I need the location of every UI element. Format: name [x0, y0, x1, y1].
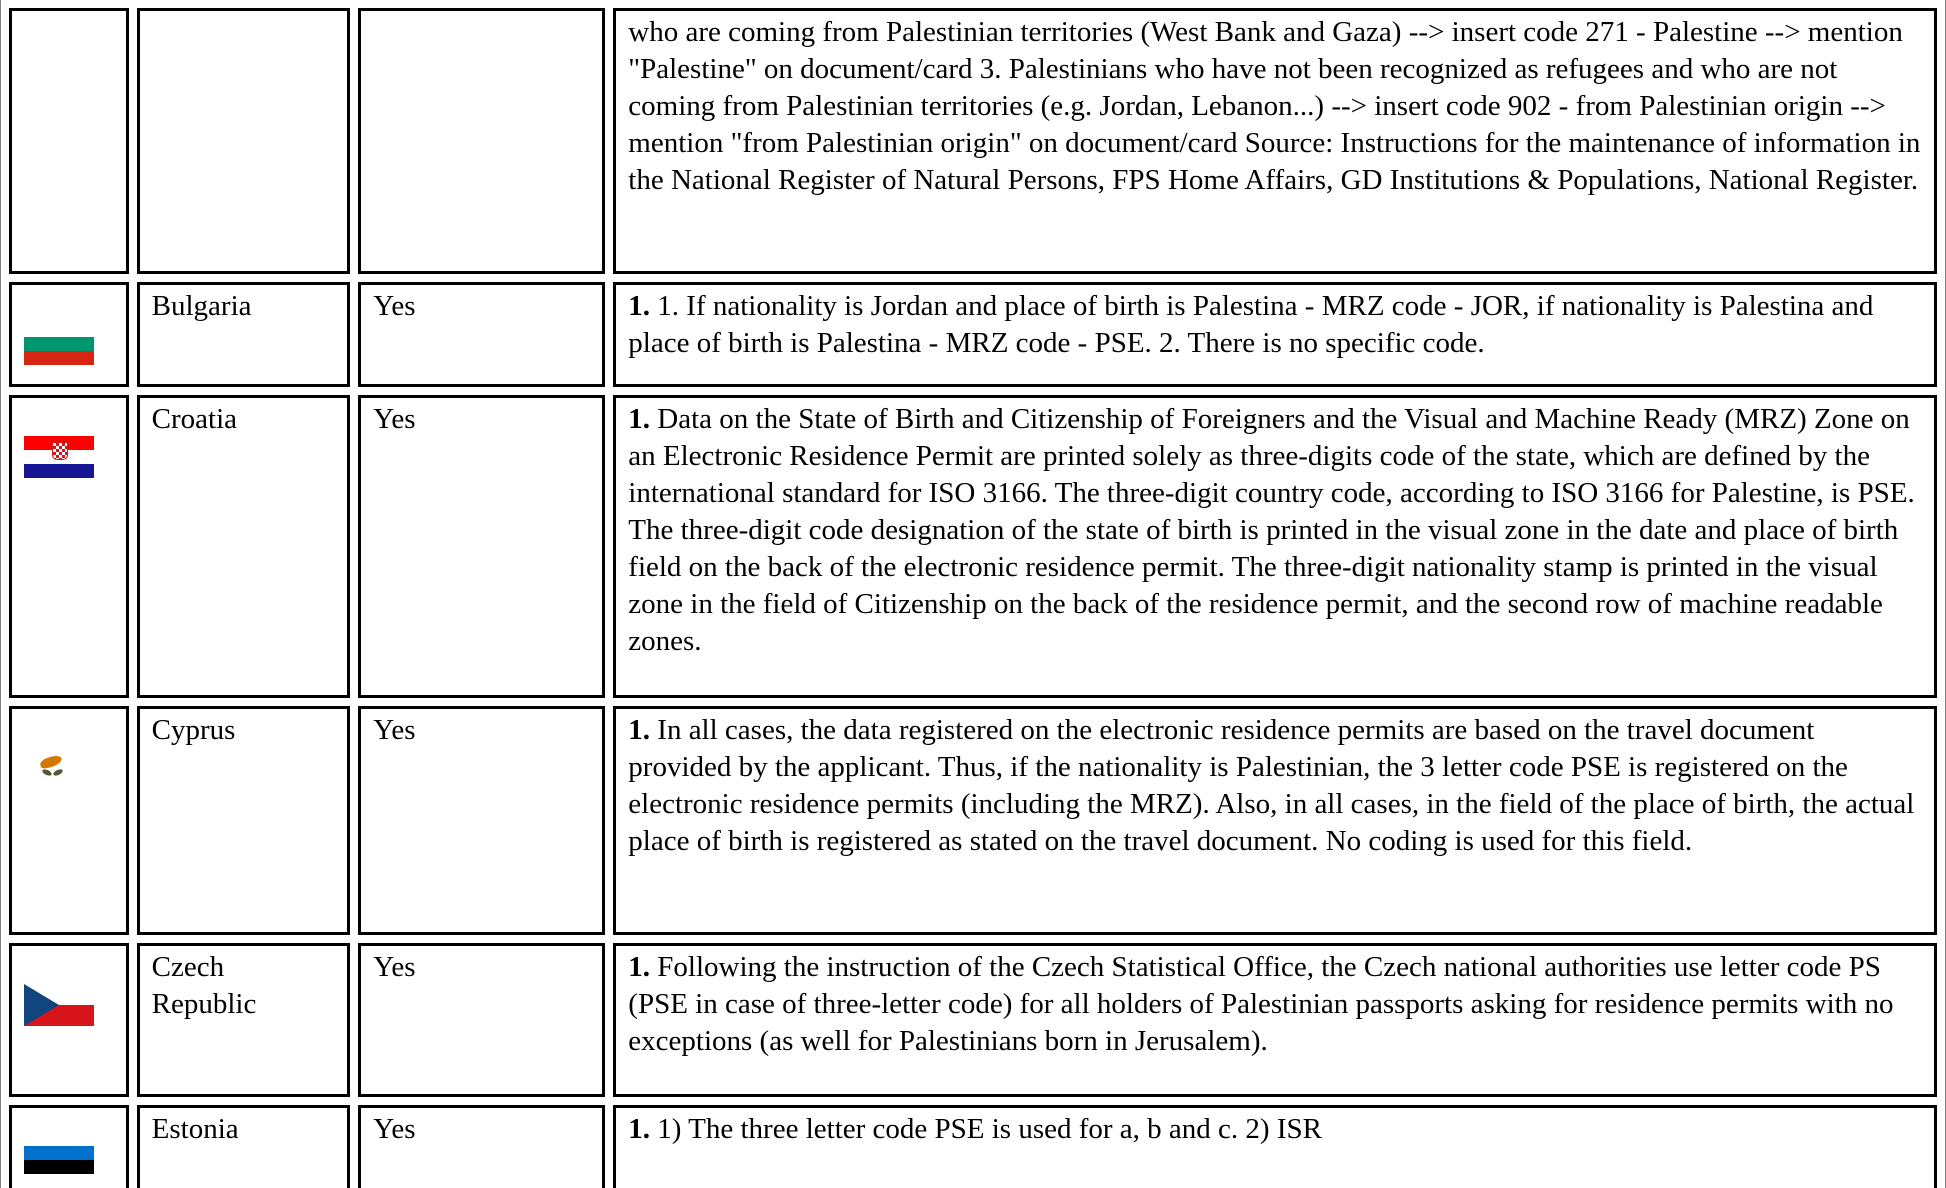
details-cell [613, 943, 1937, 1097]
flag-cell [9, 395, 129, 698]
answer-cell [358, 8, 605, 274]
answer-text: Yes [373, 951, 416, 983]
country-cell [137, 282, 351, 387]
answer-cell [358, 282, 605, 387]
details-cell [613, 1105, 1937, 1188]
item-number: 1. [628, 714, 651, 746]
estonia-flag-icon [24, 1146, 94, 1188]
croatia-flag-icon [24, 436, 94, 478]
country-cell [137, 8, 351, 274]
country-name: Bulgaria [151, 290, 252, 322]
olive-branch-icon [52, 768, 63, 777]
country-name: Estonia [151, 1113, 239, 1145]
answer-cell [358, 706, 605, 935]
cyprus-island-icon [39, 754, 63, 769]
answer-cell [358, 395, 605, 698]
item-number: 1. [628, 403, 651, 435]
country-name: Cyprus [151, 714, 236, 746]
details-text: Data on the State of Birth and Citizenship of Foreigners and the Visual and Machine Ready (MRZ) Zone on an Electronic Residence Permit are printed solely as three-digits code of the state, which are defined by the international standard for ISO 3166. The three-digit country code, according to ISO 3166 for Palestine, is PSE. The three-digit code designation of the state of birth is printed in the visual zone in the date and place of birth field on the back of the electronic residence permit. The three-digit nationality stamp is printed in the visual zone in the field of Citizenship on the back of the residence permit, and the second row of machine readable zones. [628, 403, 1915, 657]
country-cell [137, 943, 351, 1097]
bulgaria-flag-icon [24, 323, 94, 365]
table-row [9, 395, 1937, 698]
item-number: 1. [628, 1113, 651, 1145]
details-cell [613, 8, 1937, 274]
answer-cell [358, 1105, 605, 1188]
country-cell [137, 1105, 351, 1188]
details-text: 1) The three letter code PSE is used for a, b and c. 2) ISR [650, 1113, 1322, 1145]
flag-cell [9, 706, 129, 935]
details-text: 1. If nationality is Jordan and place of birth is Palestina - MRZ code - JOR, if nationality is Palestina and place of birth is Palestina - MRZ code - PSE. 2. There is no specific code. [628, 290, 1874, 359]
details-text: Following the instruction of the Czech Statistical Office, the Czech national authorities use letter code PS (PSE in case of three-letter code) for all holders of Palestinian passports asking for residence permits with no exceptions (as well for Palestinians born in Jerusalem). [628, 951, 1894, 1057]
details-cell [613, 706, 1937, 935]
czech-flag-icon [24, 984, 94, 1026]
answer-text: Yes [373, 1113, 416, 1145]
answer-text: Yes [373, 290, 416, 322]
country-cell [137, 706, 351, 935]
country-name: Croatia [151, 403, 238, 435]
flag-cell [9, 8, 129, 274]
details-cell [613, 395, 1937, 698]
table-row [9, 8, 1937, 274]
details-cell [613, 282, 1937, 387]
item-number: 1. [628, 290, 651, 322]
olive-branch-icon [41, 768, 52, 777]
details-text: In all cases, the data registered on the electronic residence permits are based on the travel document provided by the applicant. Thus, if the nationality is Palestinian, the 3 letter code PSE is registered on the electronic residence permits (including the MRZ). Also, in all cases, in the field of the place of birth, the actual place of birth is registered as stated on the travel document. No coding is used for this field. [628, 714, 1915, 857]
item-number: 1. [628, 951, 651, 983]
table-row [9, 1105, 1937, 1188]
table-row [9, 706, 1937, 935]
flag-cell [9, 943, 129, 1097]
table-row [9, 282, 1937, 387]
country-name: Czech Republic [151, 951, 257, 1020]
cyprus-flag-icon [24, 747, 94, 789]
flag-cell [9, 282, 129, 387]
croatia-shield-icon [52, 442, 68, 460]
table-row [9, 943, 1937, 1097]
answer-text: Yes [373, 714, 416, 746]
answer-text: Yes [373, 403, 416, 435]
country-cell [137, 395, 351, 698]
details-text: who are coming from Palestinian territories (West Bank and Gaza) --> insert code 271 - Palestine --> mention "Palestine" on document/card 3. Palestinians who have not been recognized as refugees and who are not coming from Palestinian territories (e.g. Jordan, Lebanon...) --> insert code 902 - from Palestinian origin --> mention "from Palestinian origin" on document/card Source: Instructions for the maintenance of information in the National Register of Natural Persons, FPS Home Affairs, GD Institutions & Populations, National Register. [628, 16, 1921, 196]
answer-cell [358, 943, 605, 1097]
flag-cell [9, 1105, 129, 1188]
